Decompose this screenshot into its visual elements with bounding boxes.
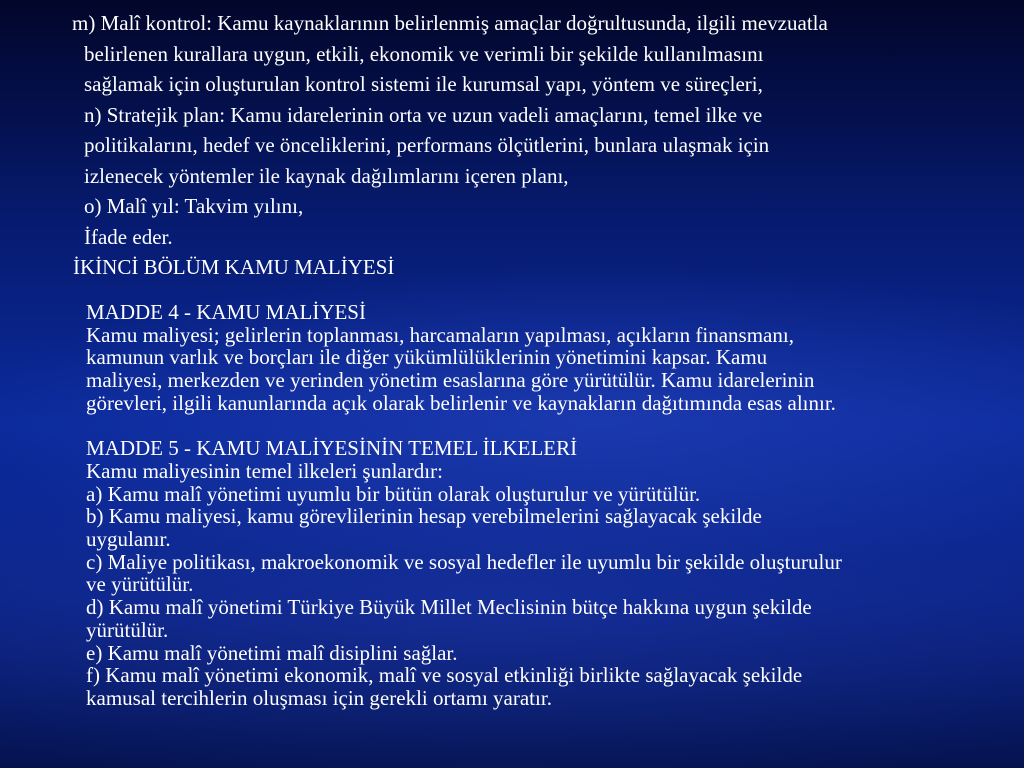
article-5-title: MADDE 5 - KAMU MALİYESİNİN TEMEL İLKELERİ: [86, 436, 578, 461]
article-4-line: kamunun varlık ve borçları ile diğer yükümlülüklerinin yönetimini kapsar. Kamu: [86, 345, 768, 370]
definition-line: İfade eder.: [84, 224, 173, 249]
articles-block: [86, 301, 1011, 710]
definition-line: m) Malî kontrol: Kamu kaynaklarının belirlenmiş amaçlar doğrultusunda, ilgili mevzuatla: [72, 11, 828, 35]
article-5-line: c) Maliye politikası, makroekonomik ve sosyal hedefler ile uyumlu bir şekilde oluşturulur: [86, 549, 842, 574]
article-4-title: MADDE 4 - KAMU MALİYESİ: [86, 300, 366, 324]
definition-line: belirlenen kurallara uygun, etkili, ekonomik ve verimli bir şekilde kullanılmasını: [84, 41, 764, 66]
article-5-line: b) Kamu maliyesi, kamu görevlilerinin hesap verebilmelerini sağlayacak şekilde: [86, 504, 762, 529]
article-4-line: görevleri, ilgili kanunlarında açık olarak belirlenir ve kaynakların dağıtımında esas alınır.: [86, 390, 836, 415]
article-5-line: yürütülür.: [86, 617, 169, 642]
article-5-line: ve yürütülür.: [86, 572, 194, 597]
article-4-line: maliyesi, merkezden ve yerinden yönetim esaslarına göre yürütülür. Kamu idarelerinin: [86, 368, 815, 393]
article-5-line: Kamu maliyesinin temel ilkeleri şunlardır:: [86, 458, 443, 483]
article-5-line: f) Kamu malî yönetimi ekonomik, malî ve sosyal etkinliği birlikte sağlayacak şekilde: [86, 663, 803, 688]
article-5-line: uygulanır.: [86, 527, 171, 552]
article-5-line: a) Kamu malî yönetimi uyumlu bir bütün olarak oluşturulur ve yürütülür.: [86, 481, 701, 506]
section-heading: İKİNCİ BÖLÜM KAMU MALİYESİ: [73, 255, 395, 279]
paragraph-spacer: [86, 415, 1011, 438]
definition-line: sağlamak için oluşturulan kontrol sistemi ile kurumsal yapı, yöntem ve süreçleri,: [84, 72, 763, 96]
article-5-line: d) Kamu malî yönetimi Türkiye Büyük Millet Meclisinin bütçe hakkına uygun şekilde: [86, 595, 812, 620]
definitions-block: [72, 8, 1009, 252]
article-4-line: Kamu maliyesi; gelirlerin toplanması, harcamaların yapılması, açıkların finansmanı,: [86, 322, 794, 347]
article-5-line: e) Kamu malî yönetimi malî disiplini sağlar.: [86, 640, 458, 665]
article-5-line: kamusal tercihlerin oluşması için gerekli ortamı yaratır.: [86, 685, 552, 710]
definition-line: izlenecek yöntemler ile kaynak dağılımlarını içeren planı,: [84, 163, 569, 188]
definition-line: n) Stratejik plan: Kamu idarelerinin orta ve uzun vadeli amaçlarını, temel ilke ve: [84, 102, 763, 127]
definition-line: o) Malî yıl: Takvim yılını,: [84, 194, 304, 218]
definition-line: politikalarını, hedef ve önceliklerini, performans ölçütlerini, bunlara ulaşmak için: [84, 133, 770, 157]
